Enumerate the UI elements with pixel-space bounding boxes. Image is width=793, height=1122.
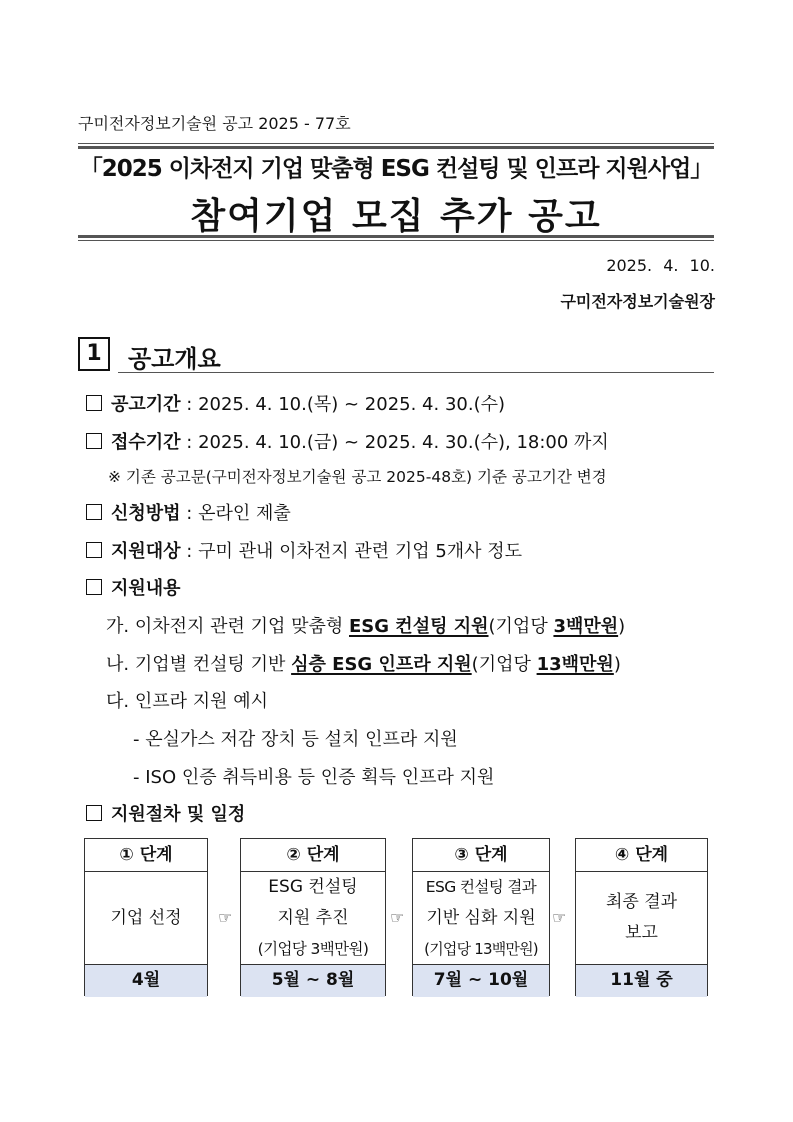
support-b-amount: 13백만원 (536, 654, 614, 675)
step-text: 보고 (625, 923, 658, 943)
checkbox-icon (86, 395, 102, 411)
page-title: 참여기업 모집 추가 공고 (190, 196, 602, 237)
step-header: ③ 단계 (413, 839, 549, 872)
item-content (86, 574, 181, 600)
step-text: ESG 컨설팅 (268, 876, 358, 897)
step-4 (575, 838, 708, 996)
target-label: 지원대상 (111, 541, 181, 562)
step-text: 기업 선정 (110, 907, 182, 928)
procedure-label: 지원절차 및 일정 (111, 804, 246, 825)
step-text: 기반 심화 지원 (426, 907, 536, 928)
method-value: : 온라인 제출 (180, 503, 291, 524)
support-b-bold: 심층 ESG 인프라 지원 (291, 654, 472, 675)
support-a-amount: 3백만원 (553, 616, 619, 637)
step-timing: 7월 ~ 10월 (413, 964, 549, 997)
item-reception (86, 428, 609, 454)
title-rule-top (78, 143, 714, 144)
support-example-1: - 온실가스 저감 장치 등 설치 인프라 지원 (133, 729, 458, 750)
pointing-hand-icon: ☞ (218, 908, 233, 927)
title-rule-top-thick (78, 146, 714, 149)
reception-value: : 2025. 4. 10.(금) ~ 2025. 4. 30.(수), 18:00 까지 (180, 432, 609, 453)
section-title: 공고개요 (128, 345, 221, 373)
step-text: ESG 컨설팅 결과 (425, 877, 537, 896)
checkbox-icon (86, 542, 102, 558)
section-rule (118, 372, 714, 373)
step-text: (기업당 3백만원) (257, 939, 369, 958)
support-a-bold: ESG 컨설팅 지원 (349, 616, 489, 637)
step-header: ④ 단계 (576, 839, 707, 872)
period-label: 공고기간 (111, 394, 181, 415)
support-b-mid: (기업당 (471, 654, 537, 675)
step-body (85, 872, 207, 964)
support-a-mid: (기업당 (488, 616, 554, 637)
checkbox-icon (86, 579, 102, 595)
item-method (86, 499, 291, 525)
reception-label: 접수기간 (111, 432, 181, 453)
item-target (86, 537, 522, 563)
section-number: 1 (78, 337, 110, 371)
content-label: 지원내용 (111, 578, 181, 599)
notice-number: 구미전자정보기술원 공고 2025 - 77호 (78, 114, 351, 133)
support-a-end: ) (618, 616, 626, 637)
step-header: ① 단계 (85, 839, 207, 872)
step-text: (기업당 13백만원) (424, 939, 538, 958)
checkbox-icon (86, 504, 102, 520)
support-item-b (106, 650, 621, 676)
step-text: 지원 추진 (277, 907, 349, 928)
notice-date: 2025. 4. 10. (606, 256, 715, 275)
step-body (241, 872, 385, 964)
method-label: 신청방법 (111, 503, 181, 524)
step-body (413, 872, 549, 964)
step-body (576, 872, 707, 964)
step-1 (84, 838, 208, 996)
period-value: : 2025. 4. 10.(목) ~ 2025. 4. 30.(수) (180, 394, 506, 415)
title-rule-bottom (78, 240, 714, 241)
target-value: : 구미 관내 이차전지 관련 기업 5개사 정도 (180, 541, 523, 562)
step-text: 최종 결과 (605, 892, 678, 912)
step-timing: 4월 (85, 964, 207, 997)
support-b-end: ) (613, 654, 621, 675)
item-period (86, 390, 505, 416)
pointing-hand-icon: ☞ (390, 908, 405, 927)
support-b-prefix: 나. 기업별 컨설팅 기반 (106, 654, 292, 675)
step-timing: 5월 ~ 8월 (241, 964, 385, 997)
support-item-a (106, 612, 625, 638)
support-item-c: 다. 인프라 지원 예시 (106, 691, 268, 712)
step-header: ② 단계 (241, 839, 385, 872)
support-a-prefix: 가. 이차전지 관련 기업 맞춤형 (106, 616, 349, 637)
checkbox-icon (86, 433, 102, 449)
reception-note: ※ 기존 공고문(구미전자정보기술원 공고 2025-48호) 기준 공고기간 변경 (108, 468, 607, 486)
issuer: 구미전자정보기술원장 (560, 292, 715, 311)
item-procedure (86, 800, 245, 826)
support-example-2: - ISO 인증 취득비용 등 인증 획득 인프라 지원 (133, 767, 495, 788)
title-rule-bottom-thick (78, 235, 714, 238)
pointing-hand-icon: ☞ (552, 908, 567, 927)
step-timing: 11월 중 (576, 964, 707, 997)
title-line-1: 「2025 이차전지 기업 맞춤형 ESG 컨설팅 및 인프라 지원사업」 (79, 156, 713, 182)
checkbox-icon (86, 805, 102, 821)
step-2 (240, 838, 386, 996)
step-3 (412, 838, 550, 996)
